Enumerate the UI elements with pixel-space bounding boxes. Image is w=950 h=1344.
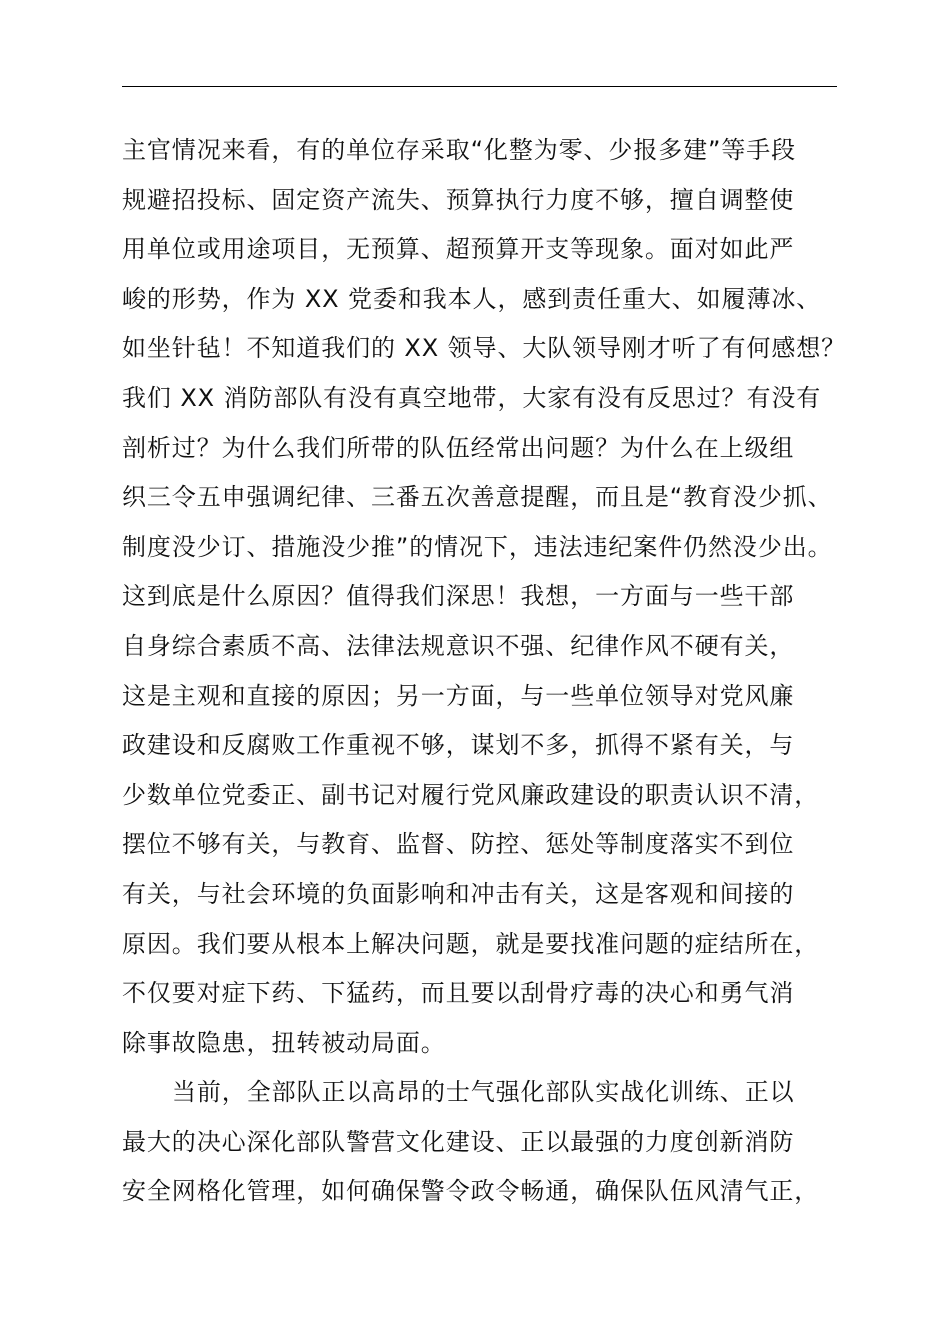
text-line: 制度没少订、措施没少推”的情况下，违法违纪案件仍然没少出。 — [122, 532, 833, 561]
text-line: 原因。我们要从根本上解决问题，就是要找准问题的症结所在， — [122, 929, 820, 958]
text-line: 除事故隐患，扭转被动局面。 — [122, 1028, 446, 1057]
text-line: 规避招投标、固定资产流失、预算执行力度不够，擅自调整使 — [122, 185, 795, 214]
text-line: 安全网格化管理，如何确保警令政令畅通，确保队伍风清气正， — [122, 1177, 820, 1206]
paragraph-start-line: 当前，全部队正以高昂的士气强化部队实战化训练、正以 — [172, 1078, 795, 1107]
text-line: 主官情况来看，有的单位存采取“化整为零、少报多建”等手段 — [122, 136, 797, 164]
text-line: 我们 XX 消防部队有没有真空地带，大家有没有反思过？有没有 — [122, 383, 822, 412]
text-line: 这到底是什么原因？值得我们深思！我想，一方面与一些干部 — [122, 582, 795, 611]
text-line: 摆位不够有关，与教育、监督、防控、惩处等制度落实不到位 — [122, 830, 795, 859]
text-line: 剖析过？为什么我们所带的队伍经常出问题？为什么在上级组 — [122, 433, 795, 462]
header-rule — [122, 86, 837, 87]
text-line: 少数单位党委正、副书记对履行党风廉政建设的职责认识不清， — [122, 780, 820, 809]
text-line: 不仅要对症下药、下猛药，而且要以刮骨疗毒的决心和勇气消 — [122, 979, 795, 1008]
text-line: 有关，与社会环境的负面影响和冲击有关，这是客观和间接的 — [122, 879, 795, 908]
text-line: 这是主观和直接的原因；另一方面，与一些单位领导对党风廉 — [122, 681, 795, 710]
text-line: 如坐针毡！不知道我们的 XX 领导、大队领导刚才听了有何感想？ — [122, 334, 847, 363]
text-line: 最大的决心深化部队警营文化建设、正以最强的力度创新消防 — [122, 1127, 795, 1156]
text-line: 峻的形势，作为 XX 党委和我本人，感到责任重大、如履薄冰、 — [122, 284, 822, 313]
text-line: 自身综合素质不高、法律法规意识不强、纪律作风不硬有关， — [122, 631, 795, 660]
text-line: 用单位或用途项目，无预算、超预算开支等现象。面对如此严 — [122, 235, 795, 264]
text-line: 织三令五申强调纪律、三番五次善意提醒，而且是“教育没少抓、 — [122, 483, 833, 512]
body-text — [122, 128, 862, 1219]
text-line: 政建设和反腐败工作重视不够，谋划不多，抓得不紧有关，与 — [122, 731, 795, 760]
